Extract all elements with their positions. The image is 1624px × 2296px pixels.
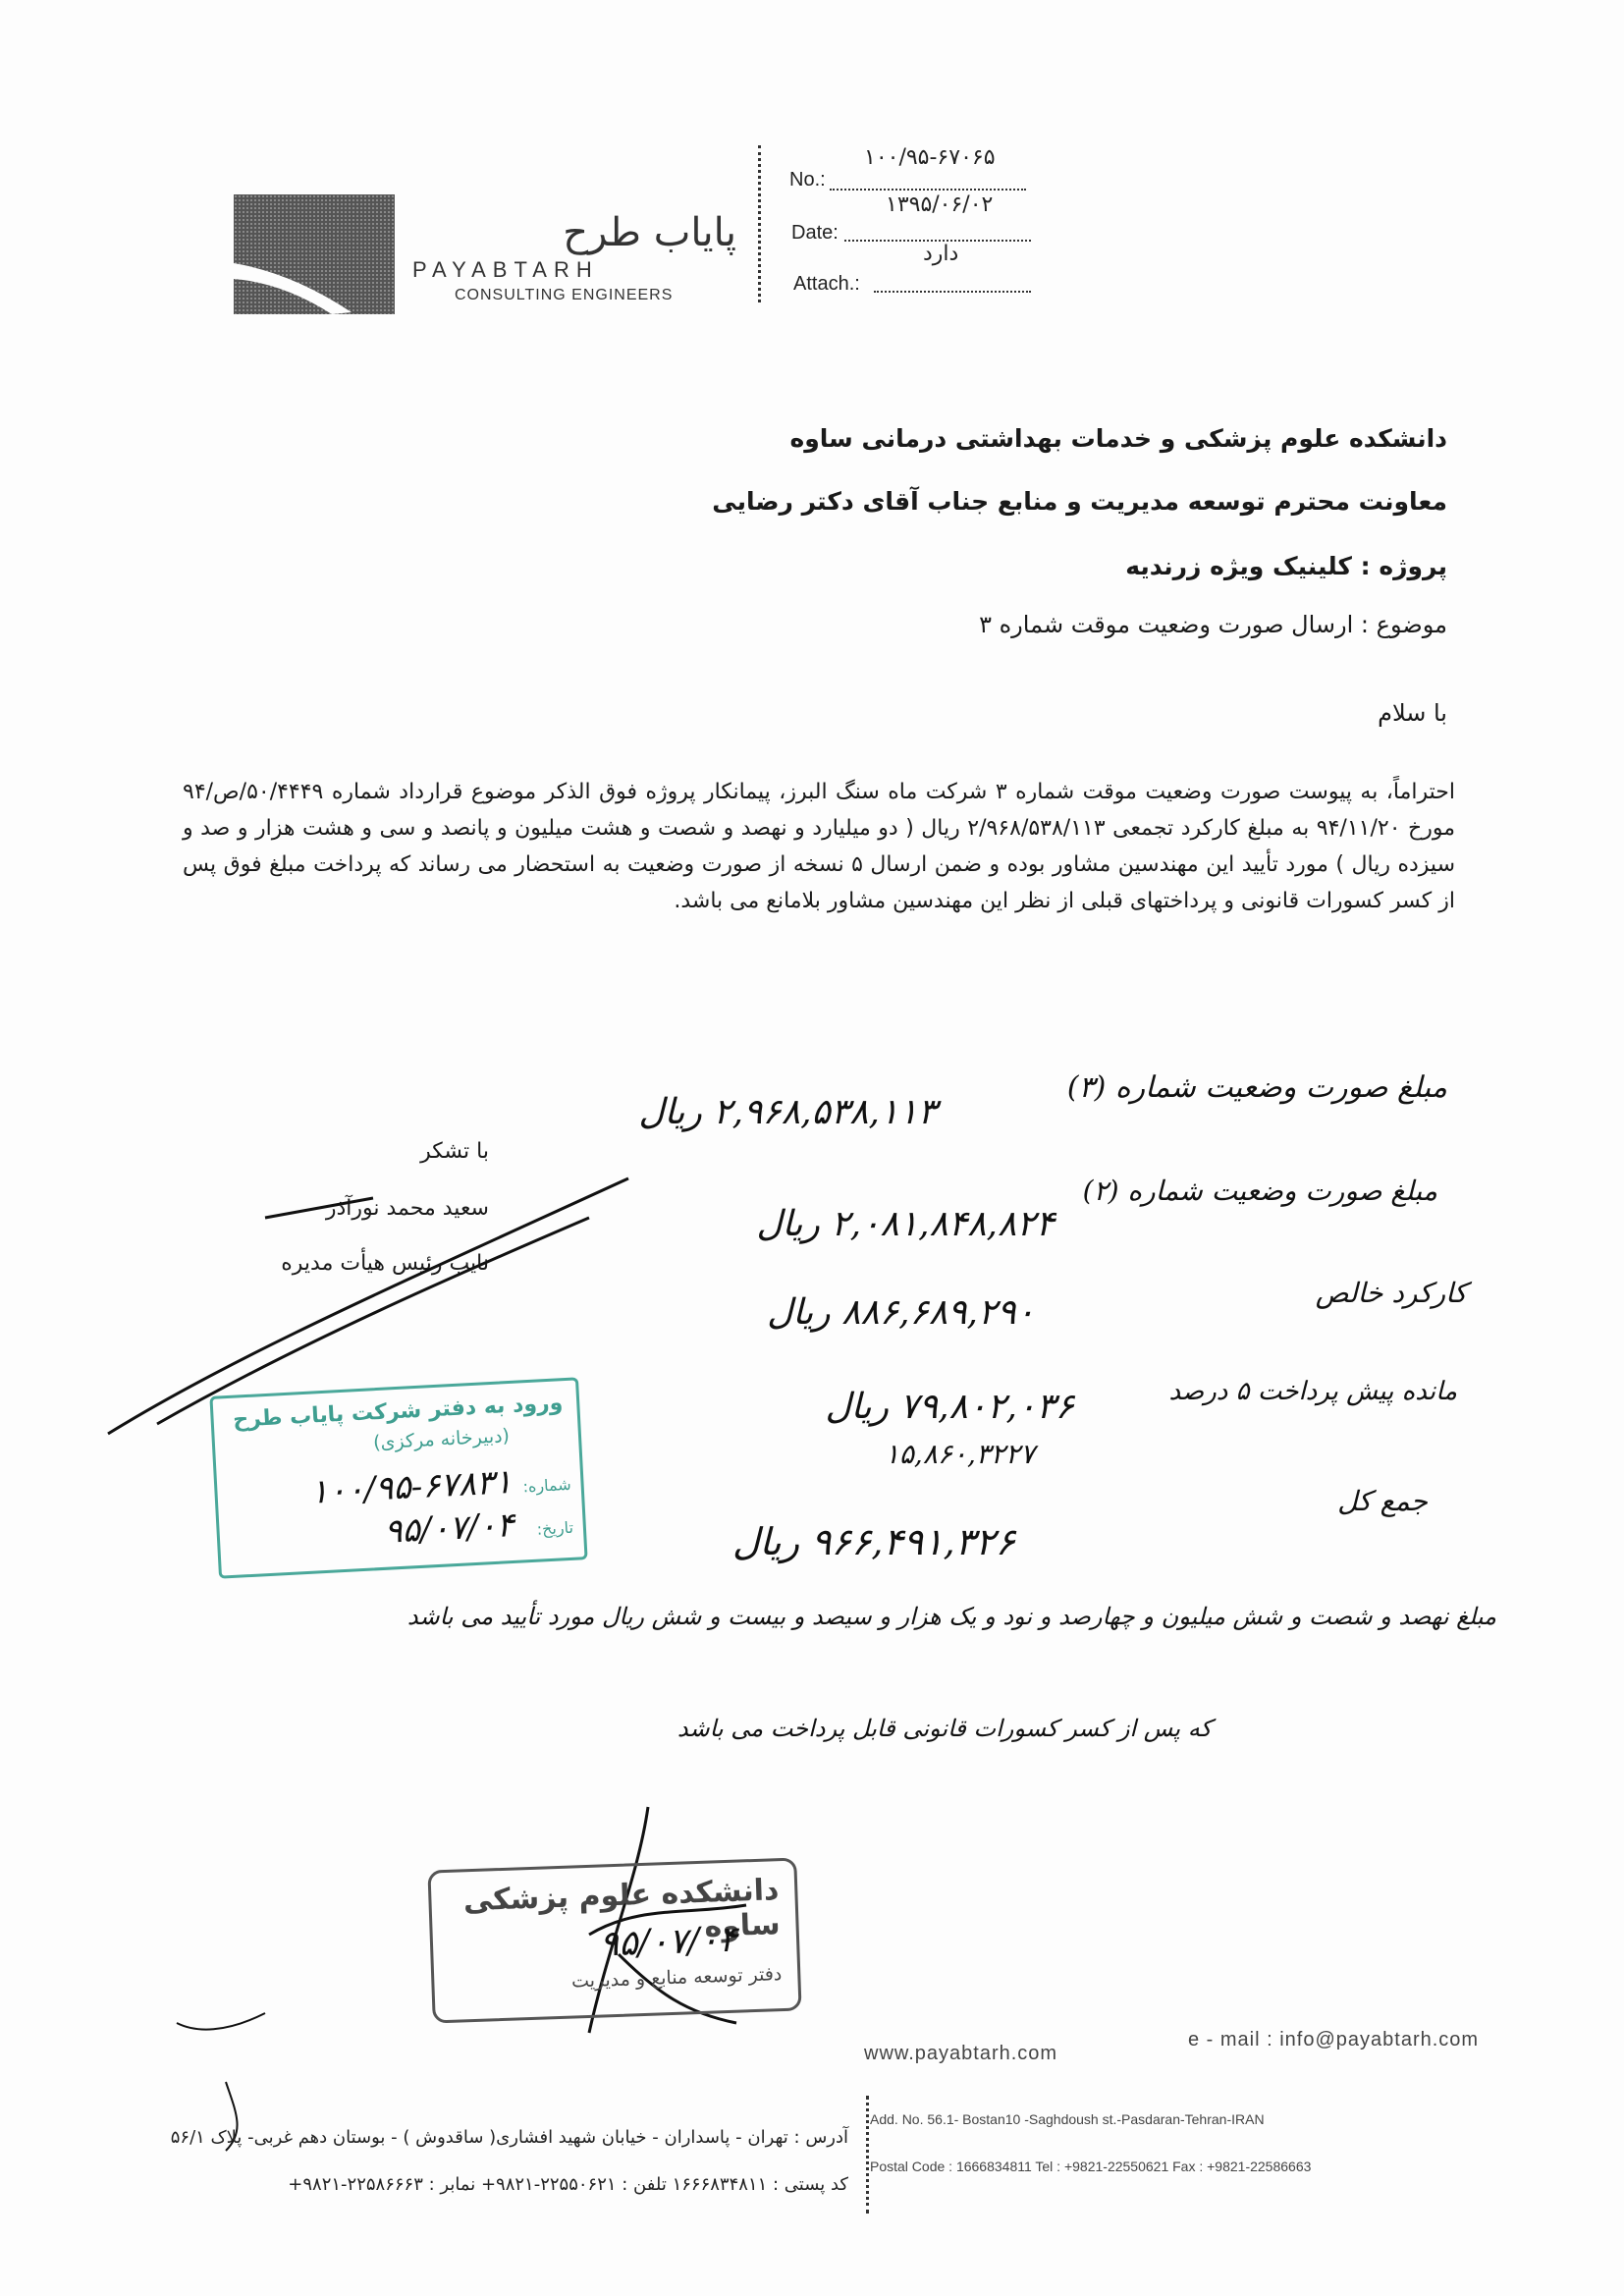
footer-email: e - mail : info@payabtarh.com: [1188, 2029, 1480, 2050]
university-stamp-title: دانشکده علوم پزشکی ساوه: [462, 1873, 782, 1944]
project-line: پروژه : کلینیک ویژه زرندیه: [1125, 552, 1447, 580]
footer-contact-en: Postal Code : 1666834811 Tel : +9821-22550621 Fax : +9821-22586663: [870, 2159, 1312, 2174]
attach-label: Attach.:: [793, 273, 860, 295]
university-stamp: [427, 1857, 801, 2023]
addressee-line-1: دانشکده علوم پزشکی و خدمات بهداشتی درمانی ساوه: [789, 424, 1447, 453]
receipt-stamp-title: ورود به دفتر شرکت پایاب طرح: [232, 1391, 564, 1433]
signature-title: نایب رئیس هیأت مدیره: [281, 1251, 489, 1276]
receipt-stamp: [209, 1377, 587, 1578]
addressee-line-2: معاونت محترم توسعه مدیریت و منابع جناب آقای دکتر رضایی: [712, 487, 1447, 516]
signature-thanks: با تشکر: [420, 1139, 489, 1164]
footer-website: www.payabtarh.com: [864, 2043, 1058, 2064]
hand-value-5: ۹۶۶,۴۹۱,۳۲۶ ریال: [731, 1520, 1015, 1563]
number-dots: [830, 189, 1026, 191]
hand-label-5: جمع کل: [1337, 1485, 1428, 1517]
university-stamp-date: ۹۵/۰۷/۰۴: [599, 1919, 738, 1965]
receipt-number-value: ۱۰۰/۹۵-۶۷۸۳۱: [309, 1461, 514, 1512]
date-value: ۱۳۹۵/۰۶/۰۲: [886, 192, 994, 217]
number-value: ۱۰۰/۹۵-۶۷۰۶۵: [864, 145, 996, 170]
date-label: Date:: [791, 222, 839, 244]
footer-address-en: Add. No. 56.1- Bostan10 -Saghdoush st.-Pasdaran-Tehran-IRAN: [870, 2111, 1265, 2127]
receipt-date-value: ۹۵/۰۷/۰۴: [383, 1504, 515, 1552]
hand-value-3: ۸۸۶,۶۸۹,۲۹۰ ریال: [767, 1292, 1035, 1333]
receipt-number-label: شماره:: [522, 1474, 572, 1497]
university-stamp-office: دفتر توسعه منابع و مدیریت: [570, 1963, 783, 1993]
attach-dots: [874, 291, 1031, 293]
hand-label-1: مبلغ صورت وضعیت شماره (۳): [1066, 1070, 1447, 1105]
subject-line: موضوع : ارسال صورت وضعیت موقت شماره ۳: [979, 611, 1447, 638]
footer-contact-fa: کد پستی : ۱۶۶۶۸۳۴۸۱۱ تلفن : ۲۲۵۵۰۶۲۱-۹۸۲۱+ نمابر : ۲۲۵۸۶۶۶۳-۹۸۲۱+: [288, 2174, 848, 2195]
number-label: No.:: [789, 169, 826, 191]
hand-extra-4: ۱۵,۸۶۰,۳۲۲۷: [884, 1438, 1035, 1470]
brand-name-fa: پایاب طرح: [563, 210, 736, 255]
hand-value-2: ۲,۰۸۱,۸۴۸,۸۲۴ ریال: [756, 1204, 1055, 1244]
hand-value-4: ۷۹,۸۰۲,۰۳۶ ریال: [825, 1387, 1074, 1427]
body-paragraph: احتراماً، به پیوست صورت وضعیت موقت شماره ۳ شرکت ماه سنگ البرز، پیمانکار پروژه فوق الذکر موضوع قرارداد شماره ۵۰/۴۴۴۹/ص/۹۴ مورخ ۹۴/۱۱/۲۰ به مبلغ کارکرد تجمعی ۲/۹۶۸/۵۳۸/۱۱۳ ریال ( دو میلیارد و نهصد و شصت و هشت میلیون و پانصد و سی و هشت هزار و صد و سیزده ریال ) مورد تأیید این مهندسین مشاور بوده و ضمن ارسال ۵ نسخه از صورت وضعیت به استحضار می رساند که پرداخت مبلغ فوق پس از کسر کسورات قانونی و پرداختهای قبلی از نظر این مهندسین مشاور بلامانع می باشد.: [183, 780, 1456, 913]
brand-name-en: PAYABTARH: [412, 257, 599, 282]
footer-address-fa: آدرس : تهران - پاسداران - خیابان شهید افشاری( ساقدوش ) - بوستان دهم غربی- پلاک ۵۶/۱: [170, 2127, 848, 2148]
signature-name: سعید محمد نورآذر: [325, 1196, 489, 1221]
hand-label-2: مبلغ صورت وضعیت شماره (۲): [1082, 1175, 1437, 1207]
hand-note-2: که پس از کسر کسورات قانونی قابل پرداخت می باشد: [677, 1715, 1212, 1742]
hand-label-4: مانده پیش پرداخت ۵ درصد: [1168, 1377, 1457, 1406]
hand-label-3: کارکرد خالص: [1315, 1277, 1467, 1309]
attach-value: دارد: [923, 242, 959, 266]
hand-value-1: ۲,۹۶۸,۵۳۸,۱۱۳ ریال: [638, 1092, 937, 1132]
brand-tagline: CONSULTING ENGINEERS: [455, 287, 674, 303]
greeting: با سلام: [1378, 699, 1447, 727]
logo-mark: [234, 194, 395, 314]
receipt-stamp-subtitle: (دبیرخانه مرکزی): [372, 1425, 511, 1454]
receipt-date-label: تاریخ:: [536, 1517, 574, 1539]
meta-divider: [758, 145, 764, 302]
hand-note-1: مبلغ نهصد و شصت و شش میلیون و چهارصد و نود و یک هزار و سیصد و بیست و شش ریال مورد تأیید می باشد: [406, 1603, 1496, 1630]
